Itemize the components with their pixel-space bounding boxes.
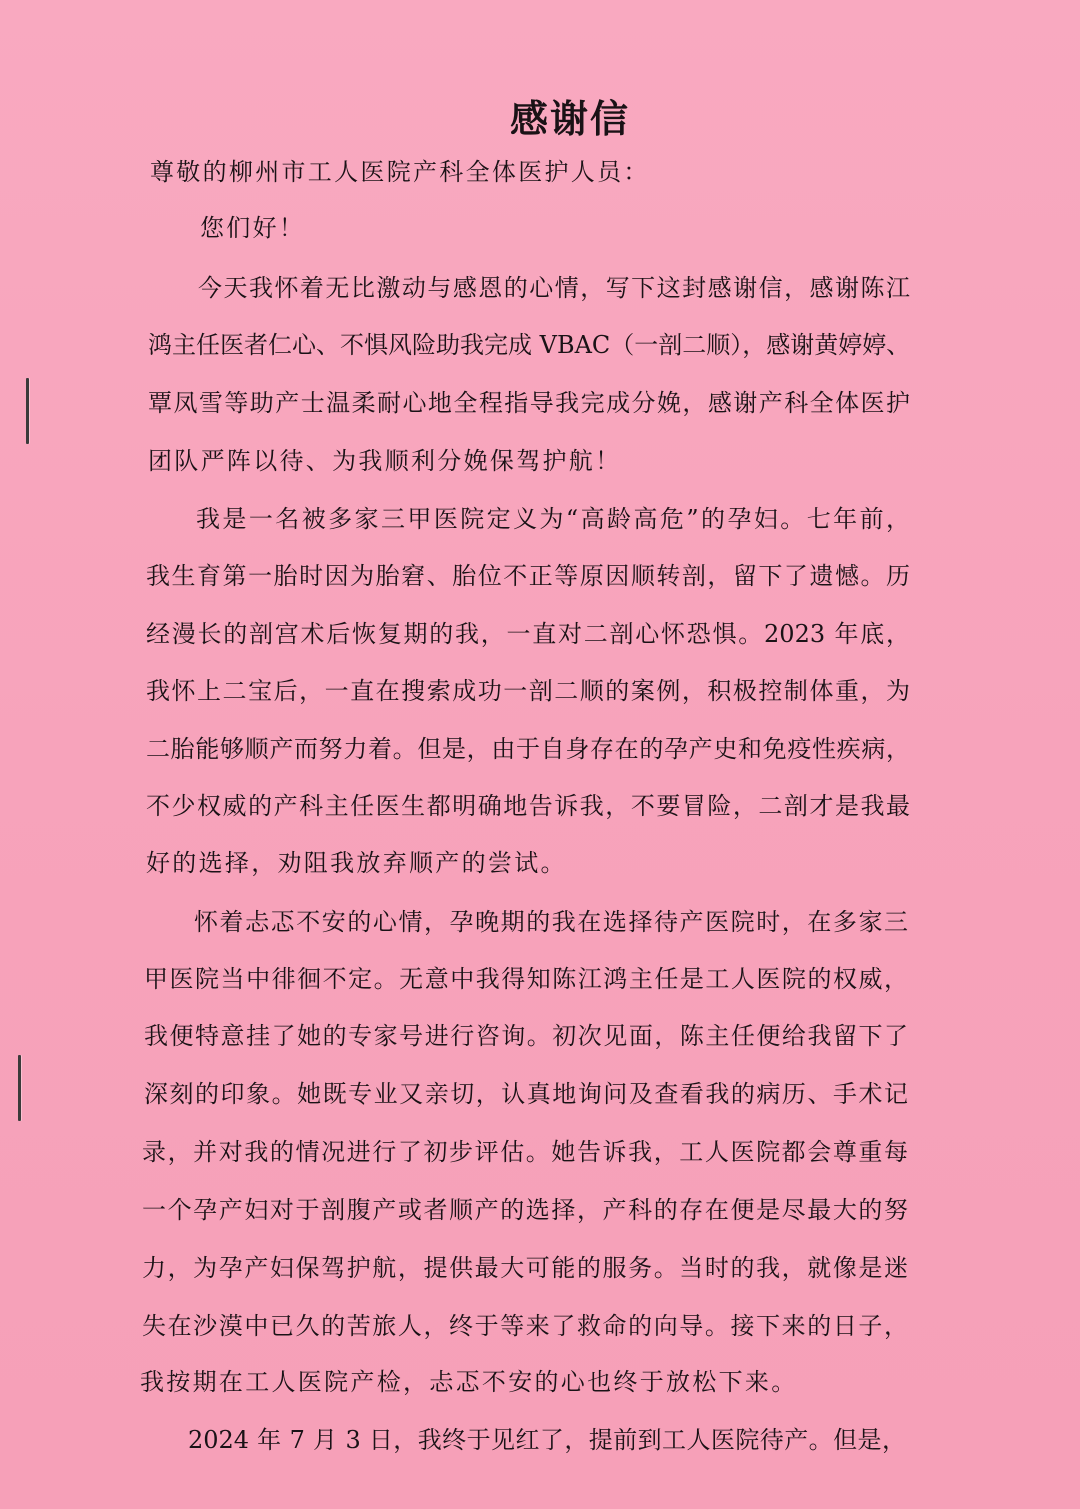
body-line: 经漫长的剖宫术后恢复期的我，一直对二剖心怀恐惧。2023 年底， — [146, 620, 910, 648]
body-line: 我是一名被多家三甲医院定义为“高龄高危”的孕妇。七年前， — [196, 505, 910, 533]
body-line: 录，并对我的情况进行了初步评估。她告诉我，工人医院都会尊重每 — [142, 1138, 908, 1166]
staple-mark — [18, 1055, 21, 1121]
body-line: 力，为孕产妇保驾护航，提供最大可能的服务。当时的我，就像是迷 — [142, 1254, 908, 1282]
body-line: 好的选择，劝阻我放弃顺产的尝试。 — [146, 849, 567, 877]
salutation: 尊敬的柳州市工人医院产科全体医护人员： — [150, 158, 650, 186]
letter-title: 感谢信 — [509, 96, 630, 141]
body-line: 今天我怀着无比激动与感恩的心情，写下这封感谢信，感谢陈江 — [198, 274, 910, 302]
body-line: 我生育第一胎时因为胎窘、胎位不正等原因顺转剖，留下了遗憾。历 — [146, 562, 910, 590]
body-line: 一个孕产妇对于剖腹产或者顺产的选择，产科的存在便是尽最大的努 — [142, 1196, 908, 1224]
body-line: 团队严阵以待、为我顺利分娩保驾护航！ — [148, 447, 622, 475]
body-line: 我便特意挂了她的专家号进行咨询。初次见面，陈主任便给我留下了 — [144, 1022, 908, 1050]
body-line: 深刻的印象。她既专业又亲切，认真地询问及查看我的病历、手术记 — [144, 1080, 908, 1108]
body-line: 失在沙漠中已久的苦旅人，终于等来了救命的向导。接下来的日子， — [142, 1312, 908, 1340]
body-line: 我按期在工人医院产检，忐忑不安的心也终于放松下来。 — [140, 1368, 798, 1396]
body-line: 甲医院当中徘徊不定。无意中我得知陈江鸿主任是工人医院的权威， — [144, 965, 908, 993]
body-line: 不少权威的产科主任医生都明确地告诉我，不要冒险，二剖才是我最 — [146, 792, 910, 820]
body-line: 覃凤雪等助产士温柔耐心地全程指导我完成分娩，感谢产科全体医护 — [148, 389, 910, 417]
body-line: 我怀上二宝后，一直在搜索成功一剖二顺的案例，积极控制体重，为 — [146, 677, 910, 705]
body-line: 二胎能够顺产而努力着。但是，由于自身存在的孕产史和免疫性疾病， — [146, 735, 910, 763]
staple-mark — [26, 378, 29, 444]
body-line: 怀着忐忑不安的心情，孕晚期的我在选择待产医院时，在多家三 — [194, 908, 908, 936]
body-line: 鸿主任医者仁心、不惧风险助我完成 VBAC（一剖二顺），感谢黄婷婷、 — [148, 331, 911, 359]
greeting: 您们好！ — [200, 214, 306, 242]
body-line: 2024 年 7 月 3 日，我终于见红了，提前到工人医院待产。但是， — [188, 1426, 906, 1454]
